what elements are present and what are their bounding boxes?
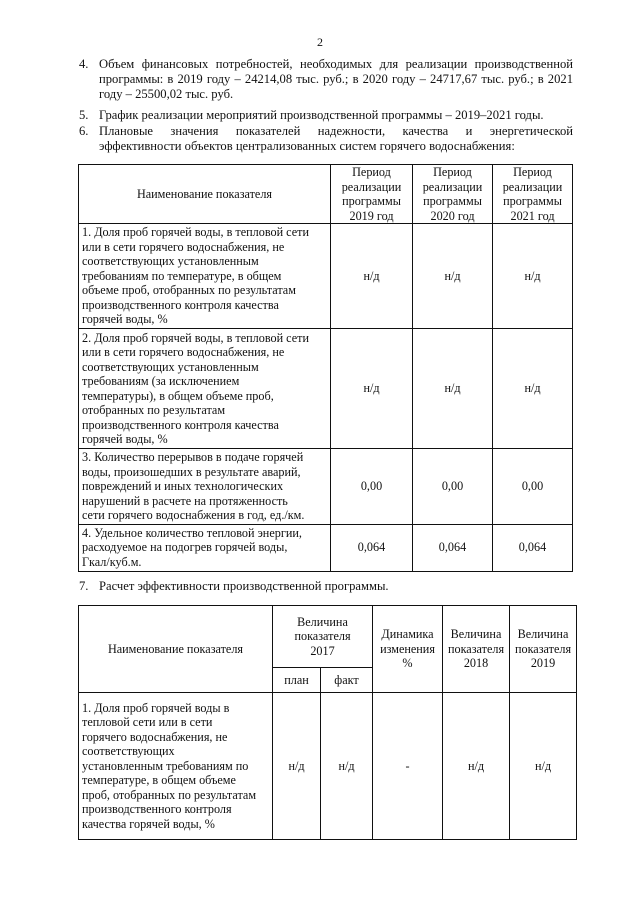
table1-header-2019-line: программы bbox=[342, 194, 401, 208]
table-row bbox=[79, 449, 573, 525]
table1-header-2020-line: реализации bbox=[422, 179, 483, 194]
cell-line: производственного контроля качества bbox=[82, 297, 279, 312]
table1-header-2019-line: Период bbox=[352, 165, 391, 179]
table1-row4-label bbox=[79, 524, 331, 571]
list-item-4-line-1: Объем финансовых потребностей, необходимых для реализации производственной bbox=[99, 57, 573, 71]
cell-line: или в сети горячего водоснабжения, не bbox=[82, 345, 285, 359]
list-item-4-line-2: программы: в 2019 году – 24214,08 тыс. руб.; в 2020 году – 24717,67 тыс. руб.; в 2021 bbox=[99, 72, 573, 86]
list-item-4 bbox=[79, 57, 573, 102]
cell-line: горячего водоснабжения, не bbox=[82, 729, 228, 744]
table2-header-2017 bbox=[273, 606, 373, 668]
cell-line: производственного контроля bbox=[82, 802, 232, 817]
list-item-6-number: 6. bbox=[79, 124, 89, 138]
table1-header-2020-line: программы bbox=[423, 194, 482, 208]
table1-row2-2019: н/д bbox=[331, 329, 413, 449]
table2-row1-plan: н/д bbox=[273, 693, 321, 840]
cell-line: повреждений и иных технологических bbox=[82, 479, 284, 493]
list-item-7 bbox=[79, 579, 573, 594]
list-item-4-text bbox=[99, 57, 573, 102]
cell-line: объеме проб, отобранных по результатам bbox=[82, 283, 296, 298]
table2-row1-2019: н/д bbox=[510, 693, 577, 840]
cell-line: нарушений в расчете на протяженность bbox=[82, 493, 288, 508]
cell-line: Гкал/куб.м. bbox=[82, 554, 142, 569]
table2-header-2019-line: Величина bbox=[517, 627, 569, 642]
table2-header-dynamics-line: Динамика bbox=[381, 627, 434, 642]
cell-line: установленным требованиям по bbox=[82, 758, 249, 773]
table-row bbox=[79, 329, 573, 449]
cell-line: горячей воды, % bbox=[82, 432, 168, 446]
table2-header-2019-line: 2019 bbox=[530, 656, 556, 671]
table2-row1-2018: н/д bbox=[443, 693, 510, 840]
table2-header-2019 bbox=[510, 606, 577, 693]
cell-line: расходуемое на подогрев горячей воды, bbox=[82, 540, 288, 555]
list-item-7-number: 7. bbox=[79, 579, 89, 593]
list-item-5 bbox=[79, 108, 573, 123]
table1-header-2021-line: программы bbox=[503, 194, 562, 208]
cell-line: качества горячей воды, % bbox=[82, 816, 215, 831]
table1-row1-2020: н/д bbox=[413, 224, 493, 329]
cell-line: производственного контроля качества bbox=[82, 417, 279, 432]
table2-row1-dynamics: - bbox=[373, 693, 443, 840]
list-item-5-number: 5. bbox=[79, 108, 89, 122]
cell-line: отобранных по результатам bbox=[82, 403, 226, 417]
list-item-6-text bbox=[99, 124, 573, 154]
table1-row2-2021: н/д bbox=[493, 329, 573, 449]
table2-header-2017-line: показателя bbox=[294, 629, 351, 644]
cell-line: 1. Доля проб горячей воды, в тепловой сети bbox=[82, 225, 310, 240]
cell-line: соответствующих установленным bbox=[82, 254, 259, 269]
table1-header-row bbox=[79, 165, 573, 224]
cell-line: 4. Удельное количество тепловой энергии, bbox=[82, 525, 302, 540]
table1-row2-label bbox=[79, 329, 331, 449]
reliability-indicators-table bbox=[78, 164, 573, 572]
table1-header-2019 bbox=[331, 165, 413, 224]
table1-row4-2019: 0,064 bbox=[331, 524, 413, 571]
table1-header-2020 bbox=[413, 165, 493, 224]
table2-header-2017-line: 2017 bbox=[310, 643, 335, 658]
table2-header-2018 bbox=[443, 606, 510, 693]
table1-row1-label bbox=[79, 224, 331, 329]
list-item-6 bbox=[79, 124, 573, 154]
table1-row1-2019: н/д bbox=[331, 224, 413, 329]
table1-row4-2021: 0,064 bbox=[493, 524, 573, 571]
table1-header-2021-line: реализации bbox=[502, 179, 563, 194]
table2-header-dynamics-line: изменения bbox=[380, 641, 435, 656]
table1-row2-2020: н/д bbox=[413, 329, 493, 449]
list-item-4-line-3: году – 25500,02 тыс. руб. bbox=[99, 87, 234, 101]
list-item-6-line-2: эффективности объектов централизованных систем горячего водоснабжения: bbox=[99, 139, 515, 153]
table1-header-2020-line: 2020 год bbox=[430, 208, 475, 223]
table1-header-2021 bbox=[493, 165, 573, 224]
cell-line: температуре, в общем объеме bbox=[82, 773, 236, 788]
table1-row4-2020: 0,064 bbox=[413, 524, 493, 571]
table2-header-plan: план bbox=[273, 668, 321, 693]
cell-line: требованиям по температуре, в общем bbox=[82, 268, 282, 283]
cell-line: тепловой сети или в сети bbox=[82, 715, 213, 730]
cell-line: горячей воды, % bbox=[82, 312, 168, 327]
cell-line: температуры), в общем объеме проб, bbox=[82, 388, 274, 403]
table1-header-name: Наименование показателя bbox=[79, 165, 331, 224]
cell-line: 3. Количество перерывов в подаче горячей bbox=[82, 450, 304, 464]
table2-header-2018-line: Величина bbox=[450, 627, 502, 642]
table2-header-dynamics-line: % bbox=[402, 656, 413, 671]
list-item-4-number: 4. bbox=[79, 57, 89, 71]
table1-header-2019-line: 2019 год bbox=[349, 208, 394, 223]
cell-line: требованиям (за исключением bbox=[82, 374, 240, 388]
table-row bbox=[79, 224, 573, 329]
list-item-5-text: График реализации мероприятий производственной программы – 2019–2021 годы. bbox=[99, 108, 544, 122]
table2-header-name: Наименование показателя bbox=[79, 606, 273, 693]
list-item-7-text: Расчет эффективности производственной программы. bbox=[99, 579, 389, 593]
table2-header-2017-line: Величина bbox=[297, 614, 348, 629]
table2-header-2019-line: показателя bbox=[514, 641, 572, 656]
table2-header-2018-line: показателя bbox=[447, 641, 505, 656]
table1-row3-2021: 0,00 bbox=[493, 449, 573, 525]
table1-header-2021-line: 2021 год bbox=[510, 208, 555, 223]
table2-header-row-1 bbox=[79, 606, 577, 668]
table-row bbox=[79, 524, 573, 571]
table2-row1-label bbox=[79, 693, 273, 840]
table1-row3-label bbox=[79, 449, 331, 525]
table-row bbox=[79, 693, 577, 840]
page-number: 2 bbox=[317, 35, 323, 49]
table1-row3-2020: 0,00 bbox=[413, 449, 493, 525]
cell-line: сети горячего водоснабжения в год, ед./км. bbox=[82, 508, 305, 522]
table2-header-dynamics bbox=[373, 606, 443, 693]
cell-line: или в сети горячего водоснабжения, не bbox=[82, 239, 285, 254]
table2-header-fact: факт bbox=[321, 668, 373, 693]
table1-row3-2019: 0,00 bbox=[331, 449, 413, 525]
table1-row1-2021: н/д bbox=[493, 224, 573, 329]
cell-line: 1. Доля проб горячей воды в bbox=[82, 700, 230, 715]
table1-header-2021-line: Период bbox=[513, 165, 552, 179]
table1-header-2020-line: Период bbox=[433, 165, 472, 179]
table1-header-2019-line: реализации bbox=[341, 179, 402, 194]
cell-line: соответствующих установленным bbox=[82, 359, 259, 374]
cell-line: 2. Доля проб горячей воды, в тепловой сети bbox=[82, 330, 310, 345]
cell-line: воды, произошедших в результате аварий, bbox=[82, 464, 301, 479]
list-item-6-line-1: Плановые значения показателей надежности, качества и энергетической bbox=[99, 124, 573, 138]
efficiency-calculation-table bbox=[78, 605, 577, 840]
table2-row1-fact: н/д bbox=[321, 693, 373, 840]
cell-line: соответствующих bbox=[82, 744, 175, 759]
cell-line: проб, отобранных по результатам bbox=[82, 787, 257, 802]
table2-header-2018-line: 2018 bbox=[463, 656, 489, 671]
